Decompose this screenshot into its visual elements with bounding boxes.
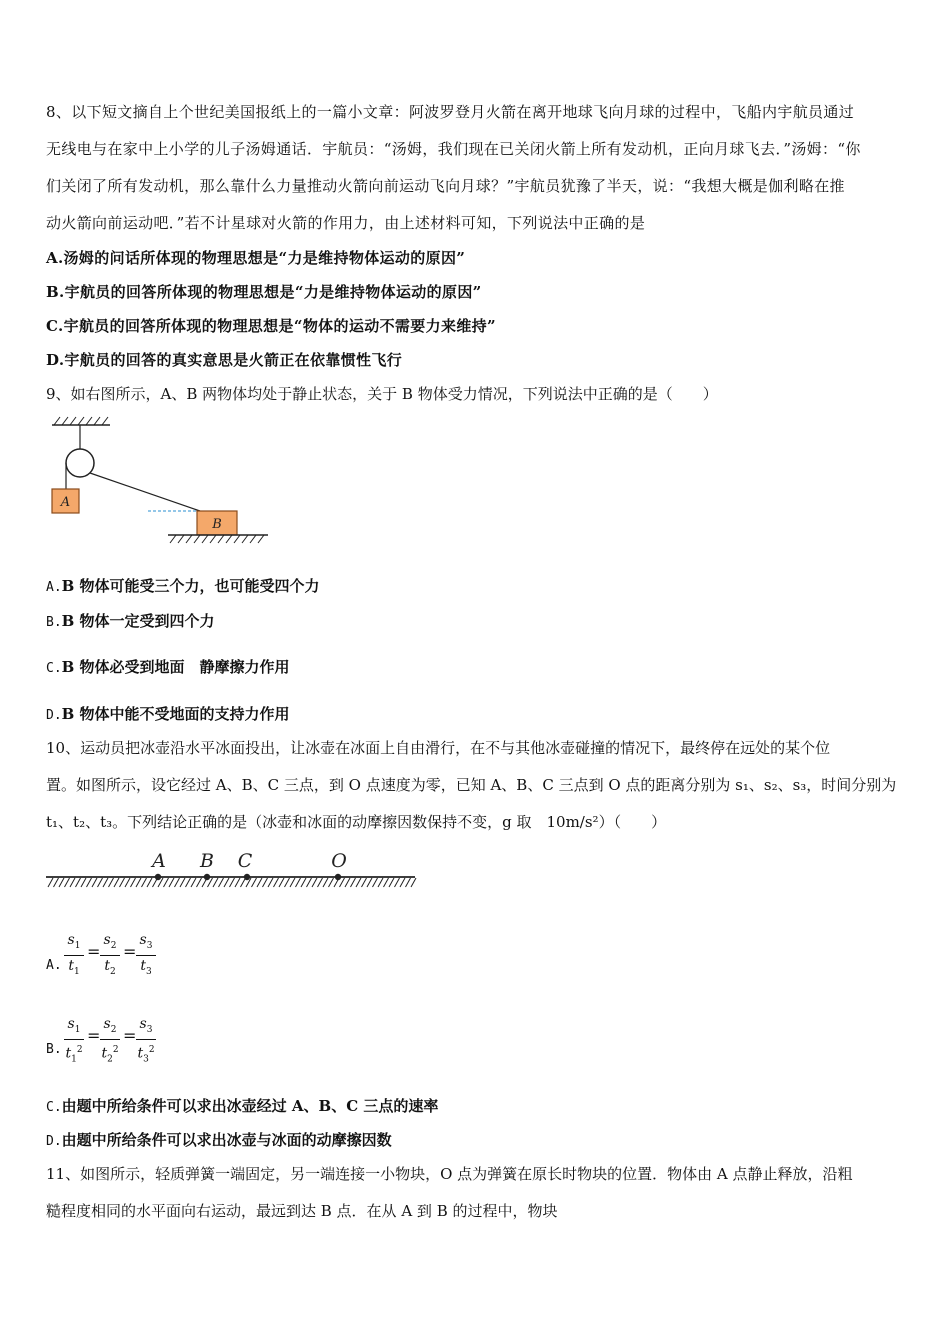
ice-hatch-mark (131, 878, 136, 887)
ice-hatch-mark (296, 878, 301, 887)
ice-hatch-mark (268, 878, 273, 887)
ice-hatch-mark (301, 878, 306, 887)
ice-hatch-mark (400, 878, 405, 887)
fraction-s1-t1-squared: $\frac{s_1}{t_1^2}$ (65, 1016, 83, 1065)
ice-hatch-mark (164, 878, 169, 887)
ice-hatch-mark (378, 878, 383, 887)
block-a-label: A (60, 495, 71, 510)
q8-stem-line-1: 8、以下短文摘自上个世纪美国报纸上的一篇小文章：阿波罗登月火箭在离开地球飞向月球的过程中，飞船内宇航员通过 (46, 103, 855, 121)
ice-hatch-mark (147, 878, 152, 887)
ice-hatch-mark (197, 878, 202, 887)
ice-hatch-mark (351, 878, 356, 887)
point-b-label: B (200, 850, 214, 872)
q10-option-b: B. $\frac{s_1}{t_1^2}$ = $\frac{s_2}{t_2^2}$ = $\frac{s_3}{t_3^2}$ (46, 1016, 186, 1066)
ice-hatch-mark (318, 878, 323, 887)
ice-hatch-mark (263, 878, 268, 887)
ice-hatch-mark (345, 878, 350, 887)
point-a-dot (155, 874, 161, 880)
q11-stem-line-2: 糙程度相同的水平面向右运动，最远到达 B 点．在从 A 到 B 的过程中，物块 (46, 1202, 558, 1220)
ice-hatch-mark (65, 878, 70, 887)
ice-hatch-mark (136, 878, 141, 887)
q8-stem-line-4: 动火箭向前运动吧．”若不计星球对火箭的作用力，由上述材料可知，下列说法中正确的是 (46, 214, 646, 232)
fraction-s2-t2-squared: $\frac{s_2}{t_2^2}$ (101, 1016, 119, 1065)
ice-hatch-mark (323, 878, 328, 887)
point-c-label: C (237, 850, 253, 872)
ice-hatch-mark (257, 878, 262, 887)
q8-option-b: B.宇航员的回答所体现的物理思想是“力是维持物体运动的原因” (46, 283, 482, 301)
fraction-s3-t3: $\frac{s_3}{t_3}$ (136, 932, 156, 982)
ice-hatch-mark (224, 878, 229, 887)
ice-hatch-mark (395, 878, 400, 887)
ice-hatch-mark (70, 878, 75, 887)
ice-hatch-mark (54, 878, 59, 887)
point-o-label: O (331, 850, 347, 872)
q10-stem-line-3: t₁、t₂、t₃。下列结论正确的是（冰壶和冰面的动摩擦因数保持不变，g 取 10m/s²）（ ） (46, 813, 667, 831)
ice-hatch-mark (389, 878, 394, 887)
q8-option-c: C.宇航员的回答所体现的物理思想是“物体的运动不需要力来维持” (46, 317, 497, 335)
point-o-dot (335, 874, 341, 880)
ice-hatch-mark (92, 878, 97, 887)
ice-hatch-mark (384, 878, 389, 887)
ice-hatch-mark (142, 878, 147, 887)
point-b-dot (204, 874, 210, 880)
ice-hatch-mark (312, 878, 317, 887)
ice-hatch-mark (180, 878, 185, 887)
ice-hatch-mark (175, 878, 180, 887)
q9-stem: 9、如右图所示，A、B 两物体均处于静止状态，关于 B 物体受力情况，下列说法中正确的是（ ） (46, 385, 718, 403)
q9-option-b: B.B 物体一定受到四个力 (46, 612, 215, 630)
ice-hatch-mark (241, 878, 246, 887)
ice-hatch-mark (307, 878, 312, 887)
q8-stem-line-2: 无线电与在家中上小学的儿子汤姆通话．宇航员：“汤姆，我们现在已关闭火箭上所有发动机，正向月球飞去．”汤姆：“你 (46, 140, 861, 158)
ice-hatch-mark (169, 878, 174, 887)
q10-stem-line-2: 置。如图所示，设它经过 A、B、C 三点，到 O 点速度为零，已知 A、B、C 三点到 O 点的距离分别为 s₁、s₂、s₃，时间分别为 (46, 776, 897, 794)
point-a-label: A (152, 850, 166, 872)
ground-hatch (170, 535, 264, 543)
point-c-dot (244, 874, 250, 880)
ice-hatch-mark (48, 878, 53, 887)
ice-hatch-mark (213, 878, 218, 887)
ice-hatch-mark (373, 878, 378, 887)
q9-option-d: D.B 物体中能不受地面的支持力作用 (46, 705, 290, 723)
ice-hatch-mark (114, 878, 119, 887)
ice-hatch-mark (120, 878, 125, 887)
q9-option-c: C.B 物体必受到地面 静摩擦力作用 (46, 658, 290, 676)
ice-hatch-mark (76, 878, 81, 887)
ice-hatch-mark (356, 878, 361, 887)
ice-hatch-mark (279, 878, 284, 887)
q8-stem-line-3: 们关闭了所有发动机，那么靠什么力量推动火箭向前运动飞向月球？”宇航员犹豫了半天，说：“我想大概是伽利略在推 (46, 177, 845, 195)
rope-to-b (90, 473, 200, 511)
ice-hatch-mark (186, 878, 191, 887)
ice-hatch-mark (230, 878, 235, 887)
q10-stem-line-1: 10、运动员把冰壶沿水平冰面投出，让冰壶在冰面上自由滑行，在不与其他冰壶碰撞的情况下，最终停在远处的某个位 (46, 739, 831, 757)
ice-hatch-mark (103, 878, 108, 887)
ice-hatch-mark (329, 878, 334, 887)
q8-option-d: D.宇航员的回答的真实意思是火箭正在依靠惯性飞行 (46, 351, 403, 369)
fraction-s1-t1: $\frac{s_1}{t_1}$ (64, 932, 84, 982)
q10-ice-figure (40, 845, 420, 895)
fraction-s2-t2: $\frac{s_2}{t_2}$ (100, 932, 120, 982)
ice-hatch-mark (252, 878, 257, 887)
ice-hatch-mark (406, 878, 411, 887)
ice-hatch-mark (87, 878, 92, 887)
pulley (66, 449, 94, 477)
ice-hatch-mark (219, 878, 224, 887)
ice-hatch-mark (285, 878, 290, 887)
q10-option-d: D.由题中所给条件可以求出冰壶与冰面的动摩擦因数 (46, 1131, 392, 1149)
ice-hatch-mark (98, 878, 103, 887)
q11-stem-line-1: 11、如图所示，轻质弹簧一端固定，另一端连接一小物块，O 点为弹簧在原长时物块的位置．物体由 A 点静止释放，沿粗 (46, 1165, 853, 1183)
ice-hatch-mark (362, 878, 367, 887)
fraction-s3-t3-squared: $\frac{s_3}{t_3^2}$ (137, 1016, 155, 1065)
ice-hatch-mark (59, 878, 64, 887)
block-b-label: B (212, 517, 222, 532)
ceiling-hatch (54, 417, 108, 425)
ice-hatch-mark (81, 878, 86, 887)
q10-option-c: C.由题中所给条件可以求出冰壶经过 A、B、C 三点的速率 (46, 1097, 439, 1115)
ice-hatch-mark (235, 878, 240, 887)
ice-hatch (48, 878, 416, 887)
ice-hatch-mark (411, 878, 416, 887)
ice-hatch-mark (109, 878, 114, 887)
ice-hatch-mark (125, 878, 130, 887)
ice-hatch-mark (191, 878, 196, 887)
q10-option-a: A. $\frac{s_1}{t_1}$ = $\frac{s_2}{t_2}$ = $\frac{s_3}{t_3}$ (46, 932, 186, 982)
ice-hatch-mark (340, 878, 345, 887)
ice-hatch-mark (290, 878, 295, 887)
q9-pulley-figure (40, 415, 280, 550)
ice-hatch-mark (367, 878, 372, 887)
q9-option-a: A.B 物体可能受三个力，也可能受四个力 (46, 577, 320, 595)
ice-hatch-mark (274, 878, 279, 887)
q8-option-a: A.汤姆的问话所体现的物理思想是“力是维持物体运动的原因” (46, 249, 466, 267)
